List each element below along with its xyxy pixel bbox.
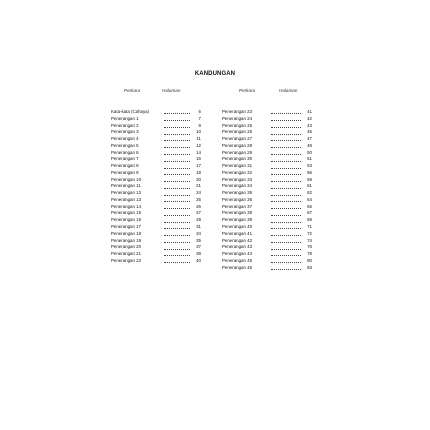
toc-entry	[111, 244, 201, 251]
toc-entry-page-number: 11	[196, 136, 201, 142]
dot-leader	[271, 212, 301, 216]
toc-entry	[222, 217, 312, 224]
dot-leader	[271, 192, 301, 196]
dot-leader	[271, 259, 301, 263]
toc-entry-label: Penerangan 28	[222, 142, 253, 148]
dot-leader	[164, 212, 190, 216]
toc-entry-page-number: 72	[307, 230, 312, 236]
dot-leader	[164, 232, 190, 236]
toc-entry-page-number: 31	[196, 224, 201, 230]
toc-entry	[111, 210, 201, 217]
toc-entry-page-number: 27	[196, 210, 201, 216]
toc-entry	[222, 258, 312, 265]
toc-entry-page-number: 18	[196, 169, 201, 175]
toc-entry-label: Penerangan 2	[111, 122, 139, 128]
toc-entry-page-number: 43	[307, 122, 312, 128]
toc-entry-page-number: 71	[307, 224, 312, 230]
toc-entry-page-number: 62	[307, 190, 312, 196]
toc-entry-label: Penerangan 30	[222, 156, 253, 162]
toc-entry-page-number: 61	[307, 183, 312, 189]
toc-entry-label: Penerangan 23	[222, 109, 253, 114]
toc-entry-label: Penerangan 8	[111, 163, 139, 169]
toc-entry-page-number: 59	[307, 176, 312, 182]
toc-entry	[222, 224, 312, 231]
dot-leader	[164, 131, 190, 135]
dot-leader	[271, 246, 301, 250]
dot-leader	[164, 124, 190, 128]
toc-entry-label: Penerangan 20	[111, 244, 142, 250]
toc-entry-page-number: 34	[196, 230, 201, 236]
toc-entry-page-number: 66	[307, 203, 312, 209]
toc-entry-label: Penerangan 43	[222, 244, 253, 250]
toc-entry-label: Penerangan 21	[111, 251, 142, 257]
dot-leader	[271, 158, 301, 162]
toc-entry-page-number: 76	[307, 244, 312, 250]
dot-leader	[164, 185, 190, 189]
dot-leader	[164, 239, 190, 243]
toc-entry-label: Penerangan 7	[111, 156, 139, 162]
toc-entry	[111, 258, 201, 265]
toc-entry	[111, 136, 201, 143]
toc-entry-label: Penerangan 34	[222, 183, 253, 189]
toc-entry-page-number: 9	[198, 122, 201, 128]
toc-entry	[222, 197, 312, 204]
toc-entry-label: Penerangan 32	[222, 169, 253, 175]
toc-entry-label: Penerangan 31	[222, 163, 253, 169]
toc-entry-label: Penerangan 29	[222, 149, 253, 155]
toc-entry-label: Penerangan 16	[111, 217, 142, 223]
dot-leader	[271, 252, 301, 256]
toc-entry-label: Penerangan 13	[111, 196, 142, 202]
dot-leader	[164, 178, 190, 182]
toc-entry-page-number: 42	[307, 115, 312, 121]
toc-entry-page-number: 14	[196, 149, 201, 155]
dot-leader	[164, 259, 190, 263]
toc-entry-page-number: 56	[307, 169, 312, 175]
toc-entry-label: Penerangan 14	[111, 203, 142, 209]
toc-entry	[222, 177, 312, 184]
dot-leader	[271, 131, 301, 135]
dot-leader	[164, 165, 190, 169]
toc-entry-page-number: 80	[307, 257, 312, 263]
dot-leader	[271, 266, 301, 270]
toc-entry	[222, 123, 312, 130]
toc-entry	[111, 231, 201, 238]
toc-entry	[222, 109, 312, 116]
dot-leader	[164, 192, 190, 196]
toc-entry	[111, 238, 201, 245]
dot-leader	[164, 252, 190, 256]
dot-leader	[271, 178, 301, 182]
toc-entry-page-number: 24	[196, 190, 201, 196]
toc-entry-page-number: 10	[196, 129, 201, 135]
toc-entry-page-number: 47	[307, 136, 312, 142]
left-column-header-perkara: Perkara	[124, 88, 141, 93]
toc-entry-page-number: 29	[196, 217, 201, 223]
toc-entry-label: Penerangan 37	[222, 203, 253, 209]
dot-leader	[271, 185, 301, 189]
toc-entry	[222, 163, 312, 170]
toc-entry	[111, 109, 201, 116]
toc-entry	[222, 265, 312, 272]
toc-entry-label: Penerangan 10	[111, 176, 142, 182]
left-column-header-halaman: Halaman	[162, 88, 181, 93]
toc-entry	[111, 143, 201, 150]
toc-entry-label: Penerangan 46	[222, 264, 253, 270]
dot-leader	[271, 151, 301, 155]
dot-leader	[164, 205, 190, 209]
toc-entry-label: Penerangan 25	[222, 122, 253, 128]
toc-entry-page-number: 35	[196, 237, 201, 243]
toc-entry-label: Penerangan 27	[222, 136, 253, 142]
toc-entry	[222, 143, 312, 150]
toc-entry-page-number: 69	[307, 217, 312, 223]
dot-leader	[271, 219, 301, 223]
toc-entry	[222, 129, 312, 136]
dot-leader	[164, 137, 190, 141]
toc-entry-page-number: 16	[196, 156, 201, 162]
dot-leader	[164, 110, 190, 114]
toc-entry	[222, 244, 312, 251]
dot-leader	[164, 151, 190, 155]
toc-entry	[111, 123, 201, 130]
toc-entry-label: Penerangan 5	[111, 142, 139, 148]
toc-entry-page-number: 53	[307, 163, 312, 169]
toc-entry-page-number: 21	[196, 183, 201, 189]
toc-entry-label: Penerangan 6	[111, 149, 139, 155]
toc-entry-label: Penerangan 36	[222, 196, 253, 202]
toc-entry-label: Penerangan 26	[222, 129, 253, 135]
toc-entry-label: Penerangan 18	[111, 230, 142, 236]
dot-leader	[271, 198, 301, 202]
dot-leader	[271, 144, 301, 148]
toc-entry	[111, 224, 201, 231]
toc-entry-label: Penerangan 19	[111, 237, 142, 243]
toc-entry-label: Penerangan 45	[222, 257, 253, 263]
toc-entry-page-number: 38	[196, 251, 201, 257]
toc-entry-label: Penerangan 3	[111, 129, 139, 135]
toc-entry-page-number: 67	[307, 210, 312, 216]
dot-leader	[271, 117, 301, 121]
toc-entry	[111, 163, 201, 170]
toc-entry-label: Penerangan 39	[222, 217, 253, 223]
toc-entry-page-number: 12	[196, 142, 201, 148]
right-column-header-perkara: Perkara	[239, 88, 256, 93]
toc-right-column	[222, 109, 312, 271]
toc-entry-page-number: 17	[196, 163, 201, 169]
dot-leader	[271, 110, 301, 114]
toc-entry-label: Penerangan 44	[222, 251, 253, 257]
toc-entry-label: Penerangan 35	[222, 190, 253, 196]
dot-leader	[271, 124, 301, 128]
dot-leader	[164, 225, 190, 229]
toc-entry-page-number: 40	[196, 257, 201, 263]
toc-entry	[111, 190, 201, 197]
toc-entry	[222, 204, 312, 211]
toc-entry-label: Penerangan 40	[222, 224, 253, 230]
toc-entry	[222, 150, 312, 157]
dot-leader	[164, 158, 190, 162]
toc-entry	[111, 217, 201, 224]
toc-entry	[222, 116, 312, 123]
dot-leader	[271, 171, 301, 175]
toc-entry-label: Penerangan 4	[111, 136, 139, 142]
toc-entry-page-number: 78	[307, 251, 312, 257]
toc-entry	[222, 190, 312, 197]
dot-leader	[164, 198, 190, 202]
dot-leader	[271, 137, 301, 141]
toc-entry-label: Penerangan 15	[111, 210, 142, 216]
toc-entry-page-number: 74	[307, 237, 312, 243]
toc-entry-page-number: 51	[307, 156, 312, 162]
dot-leader	[271, 232, 301, 236]
toc-entry	[111, 156, 201, 163]
toc-entry-label: Penerangan 22	[111, 257, 142, 263]
toc-entry	[222, 231, 312, 238]
toc-entry	[222, 251, 312, 258]
toc-entry	[111, 170, 201, 177]
toc-entry	[111, 204, 201, 211]
dot-leader	[164, 171, 190, 175]
toc-entry-page-number: 20	[196, 176, 201, 182]
toc-entry-label: Penerangan 1	[111, 115, 139, 121]
dot-leader	[164, 144, 190, 148]
toc-entry-page-number: 45	[307, 129, 312, 135]
toc-entry	[222, 136, 312, 143]
toc-entry-label: Penerangan 17	[111, 224, 142, 230]
toc-entry	[111, 197, 201, 204]
dot-leader	[271, 239, 301, 243]
toc-entry-label: Penerangan 9	[111, 169, 139, 175]
toc-entry	[111, 116, 201, 123]
page-title: KANDUNGAN	[194, 71, 236, 77]
dot-leader	[271, 165, 301, 169]
dot-leader	[164, 246, 190, 250]
toc-entry	[111, 129, 201, 136]
toc-entry-page-number: 7	[198, 115, 201, 121]
toc-entry	[222, 238, 312, 245]
toc-entry-label: Penerangan 33	[222, 176, 253, 182]
toc-entry	[111, 150, 201, 157]
toc-entry-page-number: 25	[196, 196, 201, 202]
toc-entry	[222, 210, 312, 217]
toc-entry	[111, 251, 201, 258]
toc-entry	[222, 170, 312, 177]
toc-entry-page-number: 49	[307, 142, 312, 148]
toc-entry	[222, 156, 312, 163]
toc-entry	[222, 183, 312, 190]
toc-entry-page-number: 37	[196, 244, 201, 250]
toc-entry-page-number: 41	[307, 109, 312, 114]
toc-entry-page-number: 6	[198, 109, 201, 114]
toc-entry-label: Penerangan 24	[222, 115, 253, 121]
toc-entry-label: Penerangan 11	[111, 183, 141, 189]
toc-entry-label: Penerangan 41	[222, 230, 253, 236]
toc-entry-page-number: 83	[307, 264, 312, 270]
toc-entry	[111, 177, 201, 184]
toc-left-column	[111, 109, 201, 265]
toc-entry-page-number: 26	[196, 203, 201, 209]
toc-entry-page-number: 50	[307, 149, 312, 155]
toc-entry-label: Penerangan 42	[222, 237, 253, 243]
toc-entry-label: Penerangan 12	[111, 190, 142, 196]
dot-leader	[271, 225, 301, 229]
toc-entry-label: Kata-kata (Cahaya)	[111, 109, 150, 114]
toc-entry	[111, 183, 201, 190]
toc-entry-label: Penerangan 38	[222, 210, 253, 216]
toc-entry-page-number: 64	[307, 196, 312, 202]
dot-leader	[164, 117, 190, 121]
dot-leader	[271, 205, 301, 209]
dot-leader	[164, 219, 190, 223]
right-column-header-halaman: Halaman	[279, 88, 298, 93]
